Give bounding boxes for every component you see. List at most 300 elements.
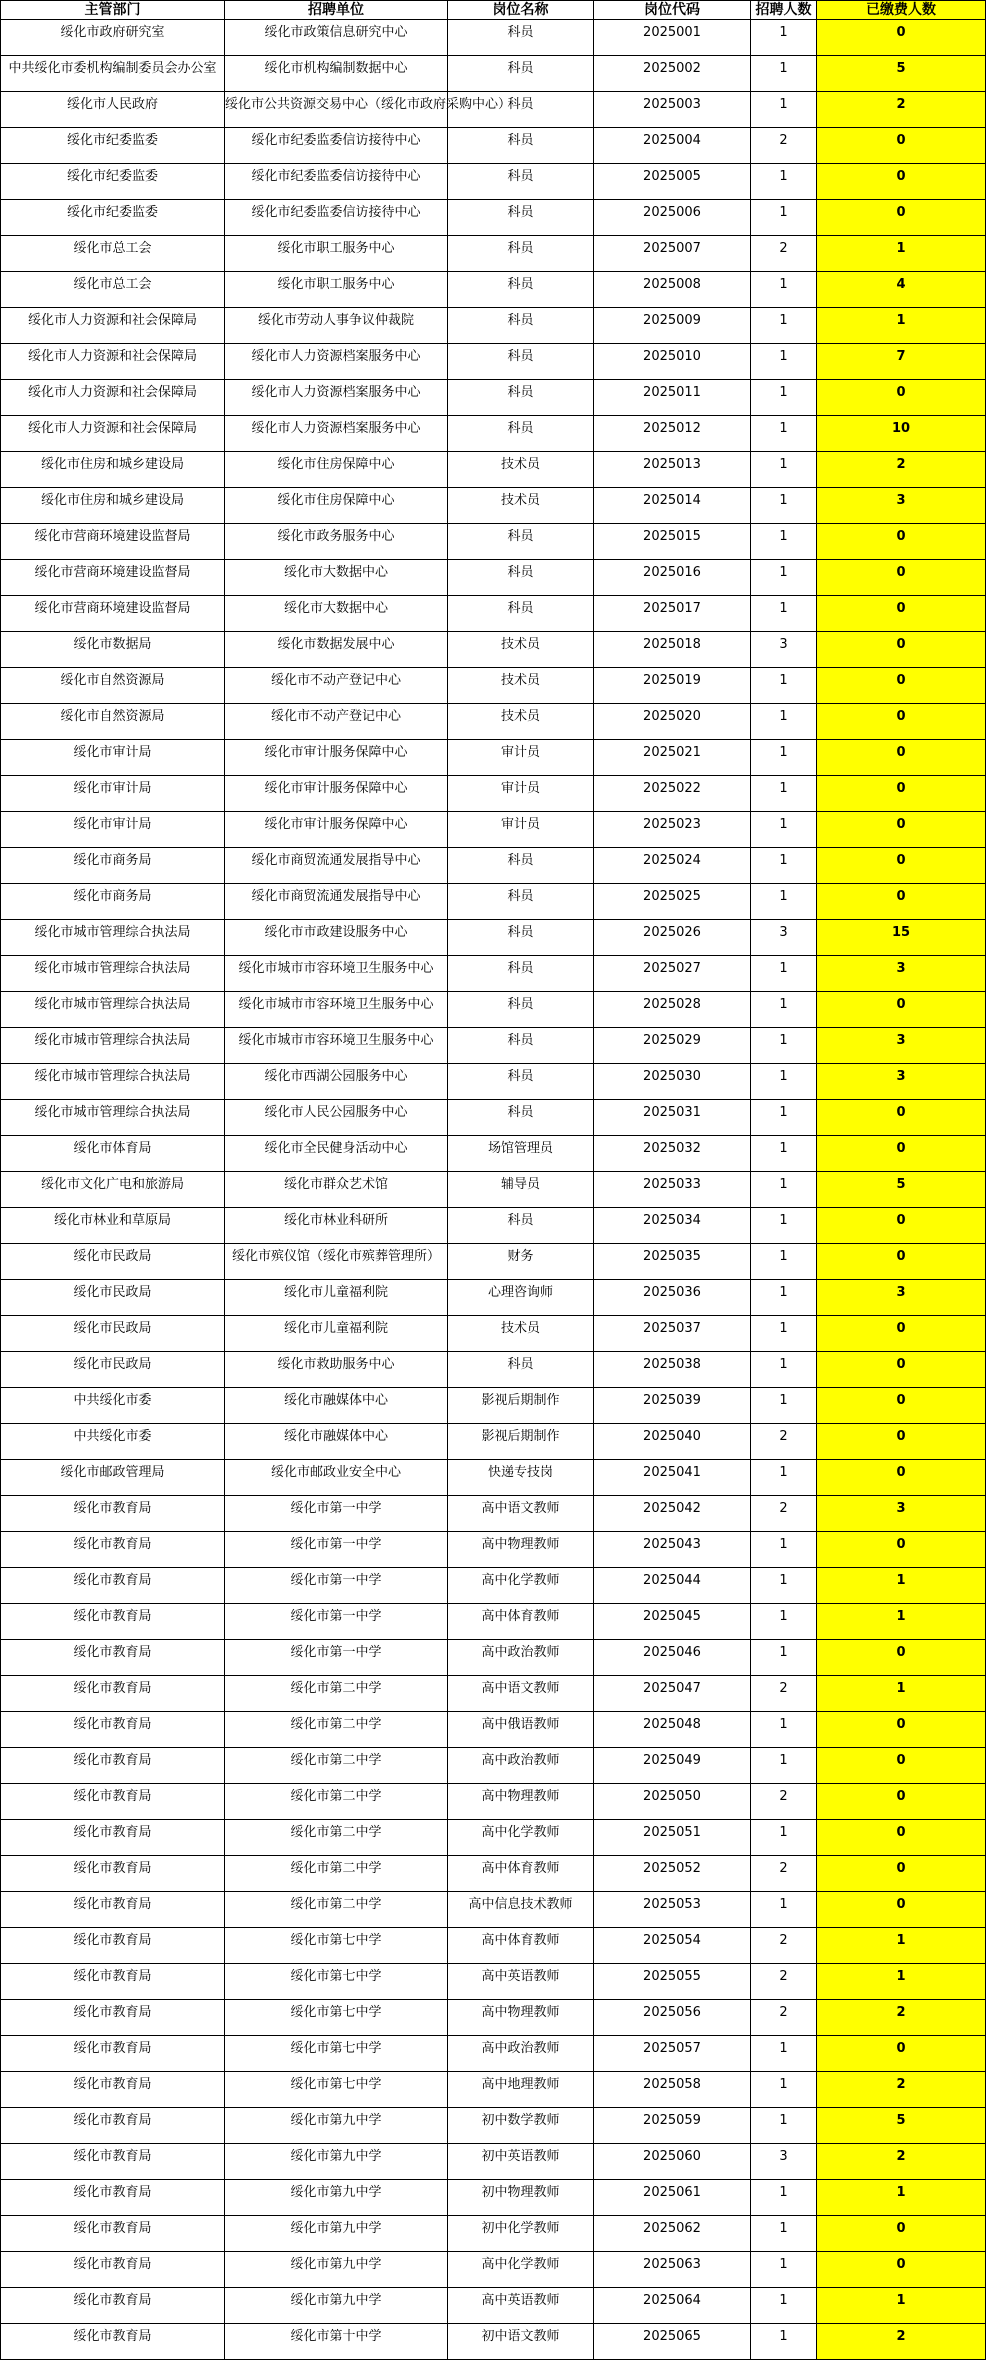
- cell-openings: 1: [751, 1604, 817, 1640]
- cell-employer: 绥化市纪委监委信访接待中心: [225, 164, 448, 200]
- cell-position-code: 2025010: [594, 344, 751, 380]
- cell-position-name: 高中语文教师: [448, 1496, 594, 1532]
- cell-department: 绥化市教育局: [1, 1964, 225, 2000]
- cell-employer: 绥化市融媒体中心: [225, 1388, 448, 1424]
- cell-position-name: 科员: [448, 92, 594, 128]
- cell-paid-count: 0: [817, 2252, 986, 2288]
- cell-department: 中共绥化市委: [1, 1388, 225, 1424]
- cell-department: 绥化市民政局: [1, 1316, 225, 1352]
- cell-employer: 绥化市政策信息研究中心: [225, 20, 448, 56]
- table-row: [1, 56, 986, 92]
- cell-department: 绥化市纪委监委: [1, 164, 225, 200]
- cell-department: 绥化市教育局: [1, 2324, 225, 2360]
- cell-employer: 绥化市纪委监委信访接待中心: [225, 128, 448, 164]
- cell-employer: 绥化市邮政业安全中心: [225, 1460, 448, 1496]
- cell-paid-count: 1: [817, 1964, 986, 2000]
- cell-openings: 2: [751, 1424, 817, 1460]
- cell-paid-count: 0: [817, 1640, 986, 1676]
- cell-paid-count: 0: [817, 668, 986, 704]
- cell-position-name: 快递专技岗: [448, 1460, 594, 1496]
- table-row: [1, 1928, 986, 1964]
- cell-employer: 绥化市第一中学: [225, 1640, 448, 1676]
- cell-department: 绥化市城市管理综合执法局: [1, 1064, 225, 1100]
- cell-department: 绥化市林业和草原局: [1, 1208, 225, 1244]
- cell-position-code: 2025036: [594, 1280, 751, 1316]
- cell-department: 绥化市住房和城乡建设局: [1, 452, 225, 488]
- cell-openings: 2: [751, 1496, 817, 1532]
- cell-position-name: 审计员: [448, 740, 594, 776]
- table-body: [1, 20, 986, 2360]
- cell-department: 绥化市教育局: [1, 2108, 225, 2144]
- cell-openings: 2: [751, 1676, 817, 1712]
- cell-department: 绥化市自然资源局: [1, 668, 225, 704]
- cell-department: 绥化市政府研究室: [1, 20, 225, 56]
- cell-position-code: 2025042: [594, 1496, 751, 1532]
- cell-position-code: 2025005: [594, 164, 751, 200]
- cell-employer: 绥化市融媒体中心: [225, 1424, 448, 1460]
- cell-position-code: 2025051: [594, 1820, 751, 1856]
- cell-position-code: 2025044: [594, 1568, 751, 1604]
- cell-openings: 1: [751, 344, 817, 380]
- cell-department: 绥化市审计局: [1, 776, 225, 812]
- cell-position-code: 2025038: [594, 1352, 751, 1388]
- cell-openings: 1: [751, 1748, 817, 1784]
- cell-openings: 2: [751, 236, 817, 272]
- table-row: [1, 848, 986, 884]
- cell-paid-count: 0: [817, 1316, 986, 1352]
- cell-position-name: 科员: [448, 56, 594, 92]
- cell-department: 中共绥化市委: [1, 1424, 225, 1460]
- cell-department: 绥化市教育局: [1, 2072, 225, 2108]
- table-row: [1, 452, 986, 488]
- cell-paid-count: 1: [817, 1568, 986, 1604]
- table-header: [1, 1, 986, 20]
- cell-openings: 1: [751, 740, 817, 776]
- cell-employer: 绥化市审计服务保障中心: [225, 776, 448, 812]
- cell-openings: 3: [751, 2144, 817, 2180]
- cell-employer: 绥化市第一中学: [225, 1532, 448, 1568]
- header-department: 主管部门: [1, 1, 225, 20]
- cell-position-name: 科员: [448, 884, 594, 920]
- cell-employer: 绥化市职工服务中心: [225, 272, 448, 308]
- cell-position-code: 2025001: [594, 20, 751, 56]
- cell-employer: 绥化市公共资源交易中心（绥化市政府采购中心）: [225, 92, 448, 128]
- cell-employer: 绥化市人力资源档案服务中心: [225, 380, 448, 416]
- cell-employer: 绥化市救助服务中心: [225, 1352, 448, 1388]
- cell-paid-count: 0: [817, 560, 986, 596]
- cell-department: 绥化市纪委监委: [1, 128, 225, 164]
- cell-openings: 1: [751, 596, 817, 632]
- cell-openings: 1: [751, 1532, 817, 1568]
- cell-department: 绥化市教育局: [1, 2216, 225, 2252]
- cell-employer: 绥化市全民健身活动中心: [225, 1136, 448, 1172]
- cell-paid-count: 2: [817, 92, 986, 128]
- cell-paid-count: 1: [817, 2180, 986, 2216]
- cell-paid-count: 0: [817, 632, 986, 668]
- table-row: [1, 1964, 986, 2000]
- cell-department: 绥化市教育局: [1, 1676, 225, 1712]
- cell-position-name: 科员: [448, 164, 594, 200]
- cell-openings: 1: [751, 2216, 817, 2252]
- cell-paid-count: 0: [817, 1784, 986, 1820]
- cell-position-name: 技术员: [448, 488, 594, 524]
- cell-position-name: 高中化学教师: [448, 1820, 594, 1856]
- cell-position-code: 2025017: [594, 596, 751, 632]
- cell-employer: 绥化市商贸流通发展指导中心: [225, 884, 448, 920]
- cell-department: 绥化市商务局: [1, 884, 225, 920]
- cell-employer: 绥化市审计服务保障中心: [225, 740, 448, 776]
- cell-employer: 绥化市劳动人事争议仲裁院: [225, 308, 448, 344]
- cell-position-name: 科员: [448, 1100, 594, 1136]
- cell-department: 绥化市教育局: [1, 1640, 225, 1676]
- cell-position-code: 2025037: [594, 1316, 751, 1352]
- header-openings: 招聘人数: [751, 1, 817, 20]
- cell-position-name: 科员: [448, 416, 594, 452]
- cell-openings: 1: [751, 524, 817, 560]
- cell-openings: 2: [751, 1928, 817, 1964]
- cell-openings: 1: [751, 956, 817, 992]
- cell-position-code: 2025047: [594, 1676, 751, 1712]
- table-row: [1, 1244, 986, 1280]
- table-row: [1, 1712, 986, 1748]
- cell-openings: 2: [751, 1856, 817, 1892]
- table-row: [1, 2108, 986, 2144]
- cell-paid-count: 3: [817, 1496, 986, 1532]
- cell-department: 绥化市人力资源和社会保障局: [1, 308, 225, 344]
- cell-position-name: 高中英语教师: [448, 2288, 594, 2324]
- cell-position-code: 2025025: [594, 884, 751, 920]
- table-row: [1, 1532, 986, 1568]
- cell-position-code: 2025032: [594, 1136, 751, 1172]
- cell-position-name: 高中体育教师: [448, 1856, 594, 1892]
- table-row: [1, 1136, 986, 1172]
- cell-employer: 绥化市人民公园服务中心: [225, 1100, 448, 1136]
- cell-position-code: 2025055: [594, 1964, 751, 2000]
- cell-paid-count: 0: [817, 740, 986, 776]
- cell-employer: 绥化市第一中学: [225, 1496, 448, 1532]
- table-row: [1, 884, 986, 920]
- cell-employer: 绥化市第二中学: [225, 1676, 448, 1712]
- cell-paid-count: 1: [817, 2288, 986, 2324]
- cell-paid-count: 0: [817, 1820, 986, 1856]
- cell-position-name: 高中物理教师: [448, 1532, 594, 1568]
- cell-openings: 1: [751, 1100, 817, 1136]
- table-row: [1, 1460, 986, 1496]
- cell-employer: 绥化市大数据中心: [225, 560, 448, 596]
- cell-department: 绥化市教育局: [1, 1820, 225, 1856]
- cell-position-code: 2025063: [594, 2252, 751, 2288]
- cell-paid-count: 0: [817, 776, 986, 812]
- cell-paid-count: 0: [817, 200, 986, 236]
- table-row: [1, 560, 986, 596]
- cell-position-code: 2025049: [594, 1748, 751, 1784]
- table-row: [1, 1388, 986, 1424]
- cell-position-name: 科员: [448, 1028, 594, 1064]
- table-row: [1, 1676, 986, 1712]
- cell-position-name: 科员: [448, 128, 594, 164]
- cell-position-code: 2025027: [594, 956, 751, 992]
- table-row: [1, 2000, 986, 2036]
- cell-position-code: 2025039: [594, 1388, 751, 1424]
- cell-paid-count: 7: [817, 344, 986, 380]
- cell-position-code: 2025018: [594, 632, 751, 668]
- cell-openings: 1: [751, 884, 817, 920]
- cell-employer: 绥化市西湖公园服务中心: [225, 1064, 448, 1100]
- cell-position-code: 2025033: [594, 1172, 751, 1208]
- cell-position-name: 科员: [448, 524, 594, 560]
- cell-position-code: 2025009: [594, 308, 751, 344]
- cell-position-name: 科员: [448, 596, 594, 632]
- cell-employer: 绥化市第二中学: [225, 1748, 448, 1784]
- cell-department: 绥化市人力资源和社会保障局: [1, 344, 225, 380]
- cell-paid-count: 3: [817, 1028, 986, 1064]
- cell-position-code: 2025061: [594, 2180, 751, 2216]
- cell-openings: 1: [751, 2324, 817, 2360]
- cell-position-code: 2025057: [594, 2036, 751, 2072]
- cell-position-code: 2025056: [594, 2000, 751, 2036]
- cell-openings: 2: [751, 1784, 817, 1820]
- table-row: [1, 1064, 986, 1100]
- cell-paid-count: 0: [817, 20, 986, 56]
- cell-employer: 绥化市第二中学: [225, 1820, 448, 1856]
- cell-position-name: 科员: [448, 560, 594, 596]
- table-row: [1, 416, 986, 452]
- cell-paid-count: 2: [817, 2144, 986, 2180]
- cell-department: 绥化市城市管理综合执法局: [1, 992, 225, 1028]
- cell-department: 绥化市总工会: [1, 236, 225, 272]
- cell-department: 绥化市总工会: [1, 272, 225, 308]
- table-row: [1, 524, 986, 560]
- table-row: [1, 380, 986, 416]
- cell-paid-count: 3: [817, 1064, 986, 1100]
- cell-position-code: 2025052: [594, 1856, 751, 1892]
- cell-employer: 绥化市市政建设服务中心: [225, 920, 448, 956]
- table-row: [1, 632, 986, 668]
- cell-position-name: 科员: [448, 236, 594, 272]
- cell-paid-count: 4: [817, 272, 986, 308]
- cell-department: 绥化市营商环境建设监督局: [1, 596, 225, 632]
- cell-paid-count: 0: [817, 1388, 986, 1424]
- table-row: [1, 992, 986, 1028]
- table-row: [1, 812, 986, 848]
- table-row: [1, 92, 986, 128]
- table-row: [1, 2324, 986, 2360]
- table-row: [1, 1028, 986, 1064]
- table-row: [1, 236, 986, 272]
- cell-openings: 1: [751, 2252, 817, 2288]
- cell-department: 绥化市教育局: [1, 1928, 225, 1964]
- cell-openings: 1: [751, 1640, 817, 1676]
- cell-paid-count: 0: [817, 2036, 986, 2072]
- cell-position-code: 2025050: [594, 1784, 751, 1820]
- cell-paid-count: 0: [817, 596, 986, 632]
- cell-employer: 绥化市第九中学: [225, 2144, 448, 2180]
- table-row: [1, 128, 986, 164]
- cell-position-name: 初中数学教师: [448, 2108, 594, 2144]
- cell-position-name: 技术员: [448, 1316, 594, 1352]
- cell-position-code: 2025040: [594, 1424, 751, 1460]
- cell-openings: 1: [751, 776, 817, 812]
- cell-employer: 绥化市林业科研所: [225, 1208, 448, 1244]
- table-row: [1, 1568, 986, 1604]
- cell-openings: 1: [751, 848, 817, 884]
- cell-department: 绥化市教育局: [1, 1892, 225, 1928]
- cell-department: 绥化市教育局: [1, 1748, 225, 1784]
- cell-paid-count: 5: [817, 1172, 986, 1208]
- table-row: [1, 2252, 986, 2288]
- cell-position-code: 2025058: [594, 2072, 751, 2108]
- cell-employer: 绥化市第七中学: [225, 2072, 448, 2108]
- cell-department: 绥化市邮政管理局: [1, 1460, 225, 1496]
- cell-employer: 绥化市审计服务保障中心: [225, 812, 448, 848]
- cell-paid-count: 0: [817, 1532, 986, 1568]
- cell-position-name: 科员: [448, 1064, 594, 1100]
- cell-employer: 绥化市第九中学: [225, 2288, 448, 2324]
- cell-paid-count: 0: [817, 992, 986, 1028]
- cell-employer: 绥化市人力资源档案服务中心: [225, 416, 448, 452]
- cell-position-name: 科员: [448, 272, 594, 308]
- cell-department: 绥化市城市管理综合执法局: [1, 1028, 225, 1064]
- cell-employer: 绥化市机构编制数据中心: [225, 56, 448, 92]
- cell-position-code: 2025029: [594, 1028, 751, 1064]
- cell-department: 绥化市城市管理综合执法局: [1, 956, 225, 992]
- cell-position-name: 初中化学教师: [448, 2216, 594, 2252]
- table-row: [1, 200, 986, 236]
- cell-department: 绥化市体育局: [1, 1136, 225, 1172]
- cell-department: 绥化市教育局: [1, 1568, 225, 1604]
- cell-employer: 绥化市第二中学: [225, 1784, 448, 1820]
- cell-position-name: 高中地理教师: [448, 2072, 594, 2108]
- table-row: [1, 2288, 986, 2324]
- cell-position-name: 高中政治教师: [448, 1640, 594, 1676]
- cell-openings: 1: [751, 1064, 817, 1100]
- cell-position-code: 2025045: [594, 1604, 751, 1640]
- table-row: [1, 1280, 986, 1316]
- cell-employer: 绥化市政务服务中心: [225, 524, 448, 560]
- cell-employer: 绥化市殡仪馆（绥化市殡葬管理所）: [225, 1244, 448, 1280]
- table-row: [1, 2072, 986, 2108]
- cell-department: 绥化市教育局: [1, 1784, 225, 1820]
- cell-department: 绥化市民政局: [1, 1352, 225, 1388]
- cell-employer: 绥化市城市市容环境卫生服务中心: [225, 956, 448, 992]
- cell-paid-count: 3: [817, 488, 986, 524]
- cell-position-code: 2025035: [594, 1244, 751, 1280]
- table-row: [1, 1892, 986, 1928]
- cell-paid-count: 0: [817, 1712, 986, 1748]
- table-row: [1, 1748, 986, 1784]
- cell-employer: 绥化市第十中学: [225, 2324, 448, 2360]
- cell-position-name: 高中俄语教师: [448, 1712, 594, 1748]
- cell-employer: 绥化市职工服务中心: [225, 236, 448, 272]
- cell-openings: 1: [751, 2288, 817, 2324]
- cell-paid-count: 2: [817, 2324, 986, 2360]
- cell-position-name: 科员: [448, 380, 594, 416]
- cell-paid-count: 0: [817, 1748, 986, 1784]
- cell-department: 绥化市审计局: [1, 812, 225, 848]
- cell-position-code: 2025054: [594, 1928, 751, 1964]
- table-row: [1, 740, 986, 776]
- cell-openings: 1: [751, 2036, 817, 2072]
- cell-position-code: 2025016: [594, 560, 751, 596]
- cell-openings: 1: [751, 1892, 817, 1928]
- cell-position-code: 2025034: [594, 1208, 751, 1244]
- table-row: [1, 1424, 986, 1460]
- cell-paid-count: 0: [817, 1892, 986, 1928]
- cell-position-code: 2025043: [594, 1532, 751, 1568]
- cell-position-code: 2025021: [594, 740, 751, 776]
- cell-position-code: 2025007: [594, 236, 751, 272]
- cell-paid-count: 0: [817, 812, 986, 848]
- cell-openings: 1: [751, 1172, 817, 1208]
- cell-position-name: 初中英语教师: [448, 2144, 594, 2180]
- cell-position-name: 高中信息技术教师: [448, 1892, 594, 1928]
- cell-employer: 绥化市城市市容环境卫生服务中心: [225, 1028, 448, 1064]
- cell-openings: 1: [751, 56, 817, 92]
- table-row: [1, 1640, 986, 1676]
- cell-position-code: 2025028: [594, 992, 751, 1028]
- cell-position-code: 2025020: [594, 704, 751, 740]
- cell-openings: 2: [751, 1964, 817, 2000]
- cell-position-code: 2025015: [594, 524, 751, 560]
- cell-position-code: 2025022: [594, 776, 751, 812]
- cell-paid-count: 1: [817, 1928, 986, 1964]
- cell-position-name: 科员: [448, 1352, 594, 1388]
- table-row: [1, 1352, 986, 1388]
- cell-openings: 1: [751, 1820, 817, 1856]
- header-paid-count: 已缴费人数: [817, 1, 986, 20]
- cell-employer: 绥化市住房保障中心: [225, 452, 448, 488]
- cell-employer: 绥化市第二中学: [225, 1712, 448, 1748]
- cell-openings: 1: [751, 1244, 817, 1280]
- cell-department: 绥化市教育局: [1, 2036, 225, 2072]
- cell-openings: 1: [751, 2180, 817, 2216]
- cell-employer: 绥化市商贸流通发展指导中心: [225, 848, 448, 884]
- cell-position-code: 2025004: [594, 128, 751, 164]
- cell-paid-count: 1: [817, 308, 986, 344]
- cell-openings: 1: [751, 308, 817, 344]
- cell-paid-count: 0: [817, 1100, 986, 1136]
- cell-employer: 绥化市第七中学: [225, 2000, 448, 2036]
- table-row: [1, 668, 986, 704]
- table-row: [1, 1604, 986, 1640]
- cell-department: 绥化市教育局: [1, 2144, 225, 2180]
- cell-position-name: 高中体育教师: [448, 1928, 594, 1964]
- cell-paid-count: 0: [817, 1856, 986, 1892]
- cell-position-name: 辅导员: [448, 1172, 594, 1208]
- cell-paid-count: 0: [817, 1460, 986, 1496]
- cell-department: 绥化市教育局: [1, 1532, 225, 1568]
- cell-position-name: 科员: [448, 344, 594, 380]
- cell-position-code: 2025046: [594, 1640, 751, 1676]
- cell-department: 绥化市城市管理综合执法局: [1, 920, 225, 956]
- cell-department: 绥化市营商环境建设监督局: [1, 524, 225, 560]
- cell-paid-count: 3: [817, 956, 986, 992]
- cell-position-name: 技术员: [448, 704, 594, 740]
- cell-department: 绥化市自然资源局: [1, 704, 225, 740]
- table-row: [1, 1784, 986, 1820]
- table-row: [1, 272, 986, 308]
- cell-openings: 1: [751, 668, 817, 704]
- table-row: [1, 704, 986, 740]
- header-employer: 招聘单位: [225, 1, 448, 20]
- cell-openings: 3: [751, 632, 817, 668]
- cell-openings: 1: [751, 2108, 817, 2144]
- cell-position-code: 2025002: [594, 56, 751, 92]
- cell-position-code: 2025031: [594, 1100, 751, 1136]
- cell-position-code: 2025065: [594, 2324, 751, 2360]
- cell-position-code: 2025011: [594, 380, 751, 416]
- cell-paid-count: 0: [817, 848, 986, 884]
